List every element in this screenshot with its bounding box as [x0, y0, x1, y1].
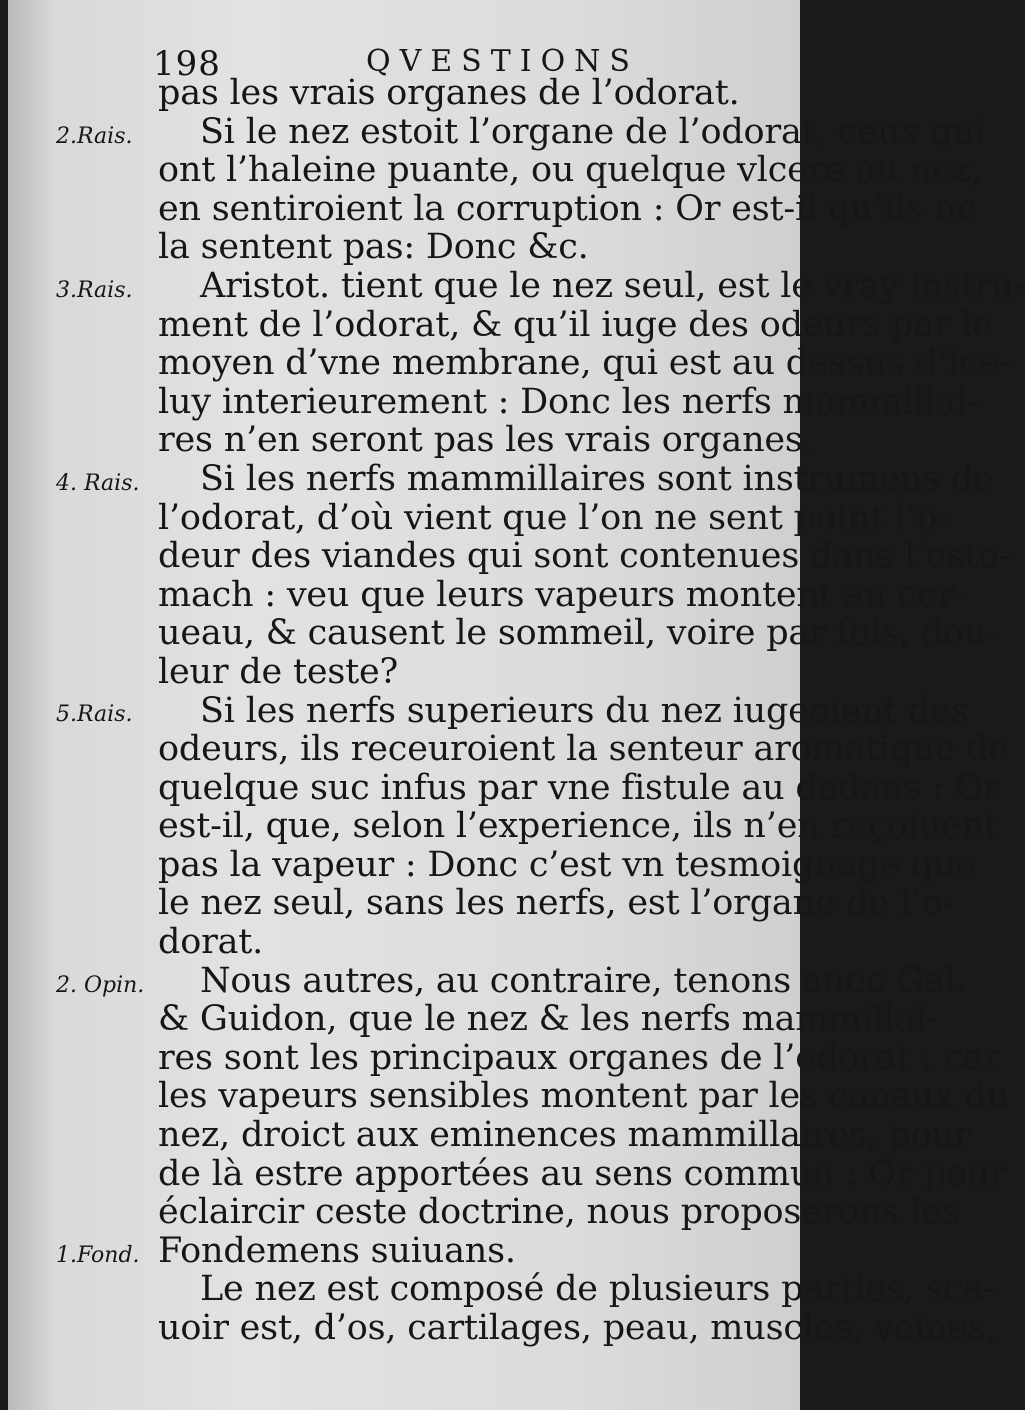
text-line: nez, droict aux eminences mammillaires, pour [158, 1115, 971, 1156]
text-line: ment de l’odorat, & qu’il iuge des odeurs par le [158, 304, 993, 345]
text-line: Si le nez estoit l’organe de l’odorat, ceux qui [200, 111, 986, 152]
text-line: uoir est, d’os, cartilages, peau, muscles, veines, [158, 1308, 997, 1348]
text-line: & Guidon, que le nez & les nerfs mammillai- [158, 999, 938, 1040]
text-line: leur de teste? [158, 651, 399, 692]
margin-note-2-opin: 2. Opin. [56, 973, 145, 998]
margin-note-4-rais: 4. Rais. [56, 471, 140, 496]
text-line: de là estre apportées au sens commun : Or pour [158, 1153, 1006, 1194]
text-line: Si les nerfs superieurs du nez iugeoient des [200, 690, 969, 731]
page-number: 198 [153, 44, 221, 84]
running-title: QVESTIONS [366, 44, 639, 79]
text-line: Le nez est composé de plusieurs parties, sca- [200, 1269, 995, 1310]
text-line: quelque suc infus par vne fistule au dedans : Or [158, 767, 1000, 808]
margin-note-5-rais: 5.Rais. [56, 702, 133, 727]
text-line: le nez seul, sans les nerfs, est l’organe de l’o- [158, 883, 955, 924]
text-line: odeurs, ils receuroient la senteur aromatique de [158, 729, 1009, 770]
text-line: mach : veu que leurs vapeurs montent au cer- [158, 574, 966, 615]
margin-note-3-rais: 3.Rais. [56, 278, 133, 303]
text-line: éclaircir ceste doctrine, nous proposerons les [158, 1192, 960, 1233]
text-line: luy interieurement : Donc les nerfs mammillai- [158, 381, 979, 422]
text-line: deur des viandes qui sont contenues dans l’esto- [158, 536, 1011, 577]
text-line: ont l’haleine puante, ou quelque vlcere au nez, [158, 150, 982, 191]
text-line: ueau, & causent le sommeil, voire par fois, dou- [158, 613, 998, 654]
text-line: l’odorat, d’où vient que l’on ne sent point l’o- [158, 497, 950, 538]
text-line: est-il, que, selon l’experience, ils n’en reçoiuent [158, 806, 998, 847]
text-line: Fondemens suiuans. [158, 1230, 516, 1271]
text-line: pas les vrais organes de l’odorat. [158, 73, 740, 113]
text-line: moyen d’vne membrane, qui est au dessus d’ice- [158, 343, 1011, 384]
text-line: pas la vapeur : Donc c’est vn tesmoignage que [158, 844, 976, 885]
text-line: Nous autres, au contraire, tenons auec Gal. [200, 960, 967, 1001]
text-line: Si les nerfs mammillaires sont instrumens de [200, 458, 994, 499]
text-line: la sentent pas: Donc &c. [158, 227, 589, 268]
text-line: dorat. [158, 922, 264, 963]
book-page [8, 0, 1025, 1410]
text-line: les vapeurs sensibles montent par les canaux du [158, 1076, 1010, 1117]
text-line: res n’en seront pas les vrais organes. [158, 420, 814, 461]
text-line: Aristot. tient que le nez seul, est le vray instru- [200, 265, 1025, 306]
margin-note-1-fond: 1.Fond. [56, 1243, 140, 1268]
text-line: en sentiroient la corruption : Or est-il qu’ils ne [158, 188, 977, 229]
body-text [158, 73, 1025, 1348]
margin-note-2-rais: 2.Rais. [56, 124, 133, 149]
text-line: res sont les principaux organes de l’odorat : car [158, 1037, 1001, 1078]
